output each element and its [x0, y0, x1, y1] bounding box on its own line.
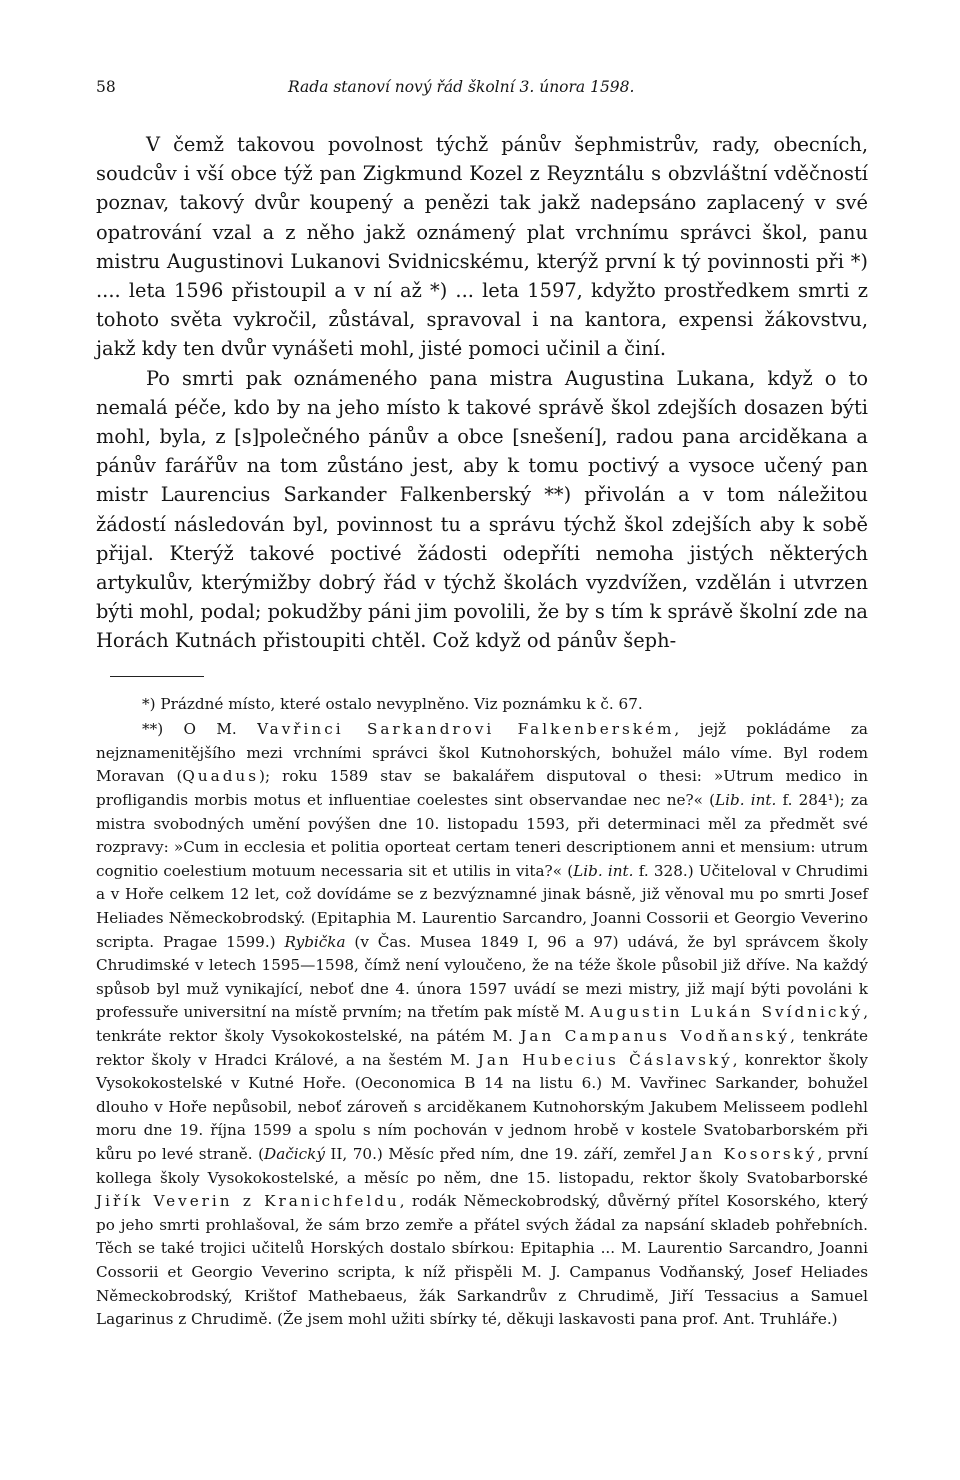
fn2-spaced-name: Vavřinci Sarkandrovi Falkenberském: [257, 720, 675, 739]
document-page: [96, 78, 868, 1334]
fn2-text: , jejž pokládáme za nejznamenitějšího mezi vrchními správci škol Kutnohorských, bohužel málo víme. Byl rodem Moravan (: [96, 720, 868, 786]
fn2-text: f. 328.) Učiteloval v Chrudimi a v Hoře celkem 12 let, což dovídáme se z bezvýznamné jinak básně, již věnoval mu po smrti Josef Heliades Německobrodský. (Epitaphia M. Laurentio Sarcandro, Joanni Cossorii et Georgio Veverino scripta. Pragae 1599.): [96, 861, 868, 951]
fn2-text: f. 284¹); za mistra svobodných umění povýšen dne 10. listopadu 1593, při determinaci měl za předmět své rozpravy: »Cum in ecclesia et politia oporteat certam teneri descriptionem anni et mensium: utrum cognitio coelestium motuum necessaria sit et utilis in vita?« (: [96, 791, 868, 880]
fn2-italic-ref: Rybička: [284, 932, 346, 951]
footnotes: [96, 693, 868, 1332]
fn2-text: , tenkráte rektor školy v Hradci Králové, a na šestém M.: [96, 1026, 868, 1069]
main-text: [96, 130, 868, 656]
fn2-spaced-name: Jiřík Veverin z Kranichfeldu: [96, 1192, 400, 1211]
fn2-spaced-name: Quadus: [182, 767, 260, 786]
fn2-text: ); roku 1589 stav se bakalářem disputoval o thesi: »Utrum medico in profligandis morbis motus et influentiae coelestes sint observandae nec ne?« (: [96, 767, 868, 810]
body-paragraph-1: V čemž takovou povolnost týchž pánův šephmistrův, rady, obecních, soudcův i vší obce týž pan Zigkmund Kozel z Reyzntálu s obzvláštní vděčností poznav, takový dvůr koupený a penězi tak jakž nadepsáno zaplacený v své opatrování vzal a z něho jakž oznámený plat vrchnímu správci škol, panu mistru Augustinovi Lukanovi Svidnicskému, kterýž první k tý povinnosti při *) .... leta 1596 přistoupil a v ní až *) ... leta 1597, kdyžto prostředkem smrti z tohoto světa vykročil, zůstával, spravoval i na kantora, expensi žákovstvu, jakž kdy ten dvůr vynášeti mohl, jisté pomoci učinil a činí.: [96, 133, 868, 361]
fn2-spaced-name: Jan Kosorský: [681, 1144, 818, 1163]
fn2-text: , rodák Německobrodský, důvěrný přítel Kosorského, který po jeho smrti prohlašoval, že sám brzo zemře a přátel svých žádal za napsání skladeb pohřebních. Těch se také trojici učitelů Horských dostalo sbírkou: Epitaphia ... M. Laurentio Sarcandro, Joanni Cossorii et Georgio Veverino scripta, k níž přispěli M. J. Campanus Vodňanský, Josef Heliades Německobrodský, Krištof Mathebaeus, žák Sarkandrův z Chrudimě, Jiří Tessacius a Samuel Lagarinus z Chrudimě. (Že jsem mohl užiti sbírky té, děkuji laskavosti pana prof. Ant. Truhláře.): [96, 1192, 868, 1329]
running-title: Rada stanoví nový řád školní 3. února 1598.: [288, 78, 635, 96]
fn2-italic-ref: Lib. int.: [715, 791, 777, 810]
fn2-text: , první kollega školy Vysokokostelské, a měsíc po něm, dne 15. listopadu, rektor školy Svatobarborské: [96, 1144, 868, 1187]
page-number: 58: [96, 78, 116, 96]
footnote-1: *) Prázdné místo, které ostalo nevyplněno. Viz poznámku k č. 67.: [142, 694, 643, 713]
page-header: [96, 78, 868, 108]
fn2-spaced-name: Augustin Lukán Svídnický: [589, 1003, 864, 1022]
fn2-italic-ref: Dačický: [264, 1144, 325, 1163]
footnote-separator: [110, 676, 204, 677]
body-paragraph-2: Po smrti pak oznámeného pana mistra Augustina Lukana, když o to nemalá péče, kdo by na jeho místo k takové správě škol zdejších dosazen býti mohl, byla, z [s]polečného pánův a obce [snešení], radou pana arciděkana a pánův farářův na tom zůstáno jest, aby k tomu poctivý a vysoce učený pan mistr Laurencius Sarkander Falkenberský **) přivolán a v tom náležitou žádostí následován byl, povinnost tu a správu týchž škol zdejších aby k sobě přijal. Kterýž takové poctivé žádosti odepříti nemoha jistých některých artykulův, kterýmižby dobrý řád v týchž školách vyzdvížen, vzdělán i utvrzen býti mohl, podal; pokudžby páni jim povolili, že by s tím k správě školní zde na Horách Kutnách přistoupiti chtěl. Což když od pánův šeph-: [96, 366, 868, 653]
fn2-text: **) O M.: [142, 720, 258, 739]
fn2-text: , tenkráte rektor školy Vysokokostelské, na pátém M.: [96, 1003, 869, 1045]
fn2-text: (v Čas. Musea 1849 I, 96 a 97) udává, že byl správcem školy Chrudimské v letech 1595—1598, čímž není vyloučeno, že na téže škole působil již dříve. Na každý spůsob byl muž vynikající, neboť dne 4. února 1597 uvádí se mezi mistry, již mají býti povoláni k professuře universitní na místě prvním; na třetím pak místě M.: [96, 932, 868, 1022]
fn2-spaced-name: Jan Hubecius Čáslavský: [477, 1050, 733, 1069]
fn2-text: , konrektor školy Vysokokostelské v Kutné Hoře. (Oeconomica B 14 na listu 6.) M. Vavřinec Sarkander, bohužel dlouho v Hoře nepůsobil, neboť zároveň s arciděkanem Kutnohorským Jakubem Melisseem podlehl moru dne 19. října 1599 a spolu s ním pochován v jednom hrobě v kostele Svatobarborském při kůru po levé straně. (: [96, 1050, 868, 1163]
fn2-italic-ref: Lib. int.: [573, 861, 634, 880]
fn2-text: II, 70.) Měsíc před ním, dne 19. září, zemřel: [324, 1144, 682, 1163]
footnote-2: [96, 718, 868, 1331]
fn2-spaced-name: Jan Campanus Vodňanský: [520, 1026, 791, 1045]
